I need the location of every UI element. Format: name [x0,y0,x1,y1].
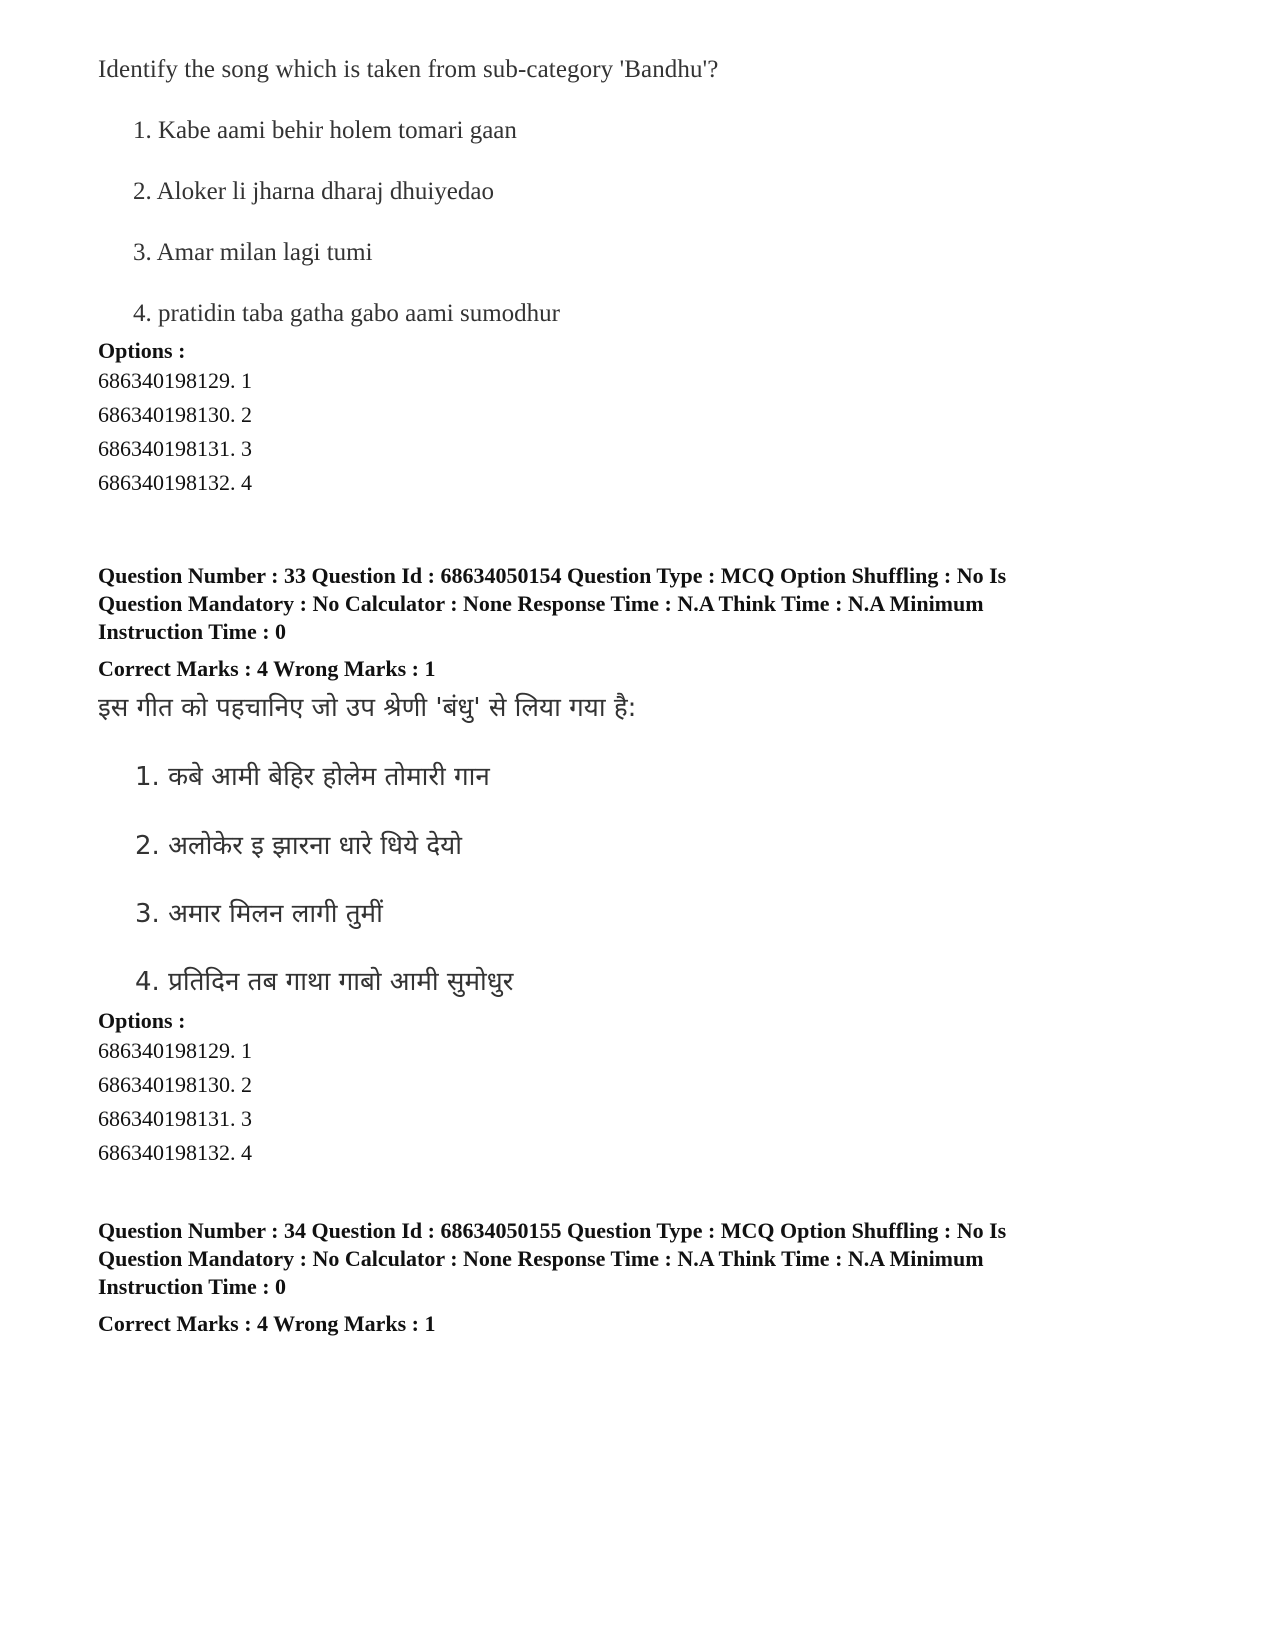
option-item: 686340198131. 3 [98,436,252,461]
choice-english-4: 4. pratidin taba gatha gabo aami sumodhur [133,300,560,327]
question-text-english: Identify the song which is taken from sub-category 'Bandhu'? [98,56,719,83]
question-meta-line: Instruction Time : 0 [98,1274,287,1299]
option-item: 686340198130. 2 [98,402,252,427]
option-item: 686340198132. 4 [98,1140,252,1165]
question-meta [98,1217,1188,1301]
choice-hindi-3: 3. अमार मिलन लागी तुमीं [135,899,383,929]
option-item: 686340198129. 1 [98,368,252,393]
marks-line: Correct Marks : 4 Wrong Marks : 1 [98,656,436,681]
choice-hindi-2: 2. अलोकेर इ झारना धारे धिये देयो [135,831,462,861]
options-list [98,364,252,500]
marks-line: Correct Marks : 4 Wrong Marks : 1 [98,1311,436,1336]
option-item: 686340198130. 2 [98,1072,252,1097]
options-list [98,1034,252,1170]
question-meta-line: Instruction Time : 0 [98,619,287,644]
question-meta-line: Question Mandatory : No Calculator : None Response Time : N.A Think Time : N.A Minimum [98,1246,984,1271]
option-item: 686340198129. 1 [98,1038,252,1063]
question-meta-line: Question Number : 33 Question Id : 68634050154 Question Type : MCQ Option Shuffling : No Is [98,563,1007,588]
question-meta [98,562,1188,646]
question-meta-line: Question Mandatory : No Calculator : None Response Time : N.A Think Time : N.A Minimum [98,591,984,616]
choice-hindi-4: 4. प्रतिदिन तब गाथा गाबो आमी सुमोधुर [135,967,514,997]
choice-english-3: 3. Amar milan lagi tumi [133,239,373,266]
option-item: 686340198132. 4 [98,470,252,495]
choice-hindi-1: 1. कबे आमी बेहिर होलेम तोमारी गान [135,762,490,792]
option-item: 686340198131. 3 [98,1106,252,1131]
question-meta-line: Question Number : 34 Question Id : 68634050155 Question Type : MCQ Option Shuffling : No Is [98,1218,1007,1243]
options-label: Options : [98,338,186,363]
question-text-hindi: इस गीत को पहचानिए जो उप श्रेणी 'बंधु' से लिया गया है: [98,693,637,723]
choice-english-2: 2. Aloker li jharna dharaj dhuiyedao [133,178,494,205]
options-label: Options : [98,1008,186,1033]
choice-english-1: 1. Kabe aami behir holem tomari gaan [133,117,517,144]
